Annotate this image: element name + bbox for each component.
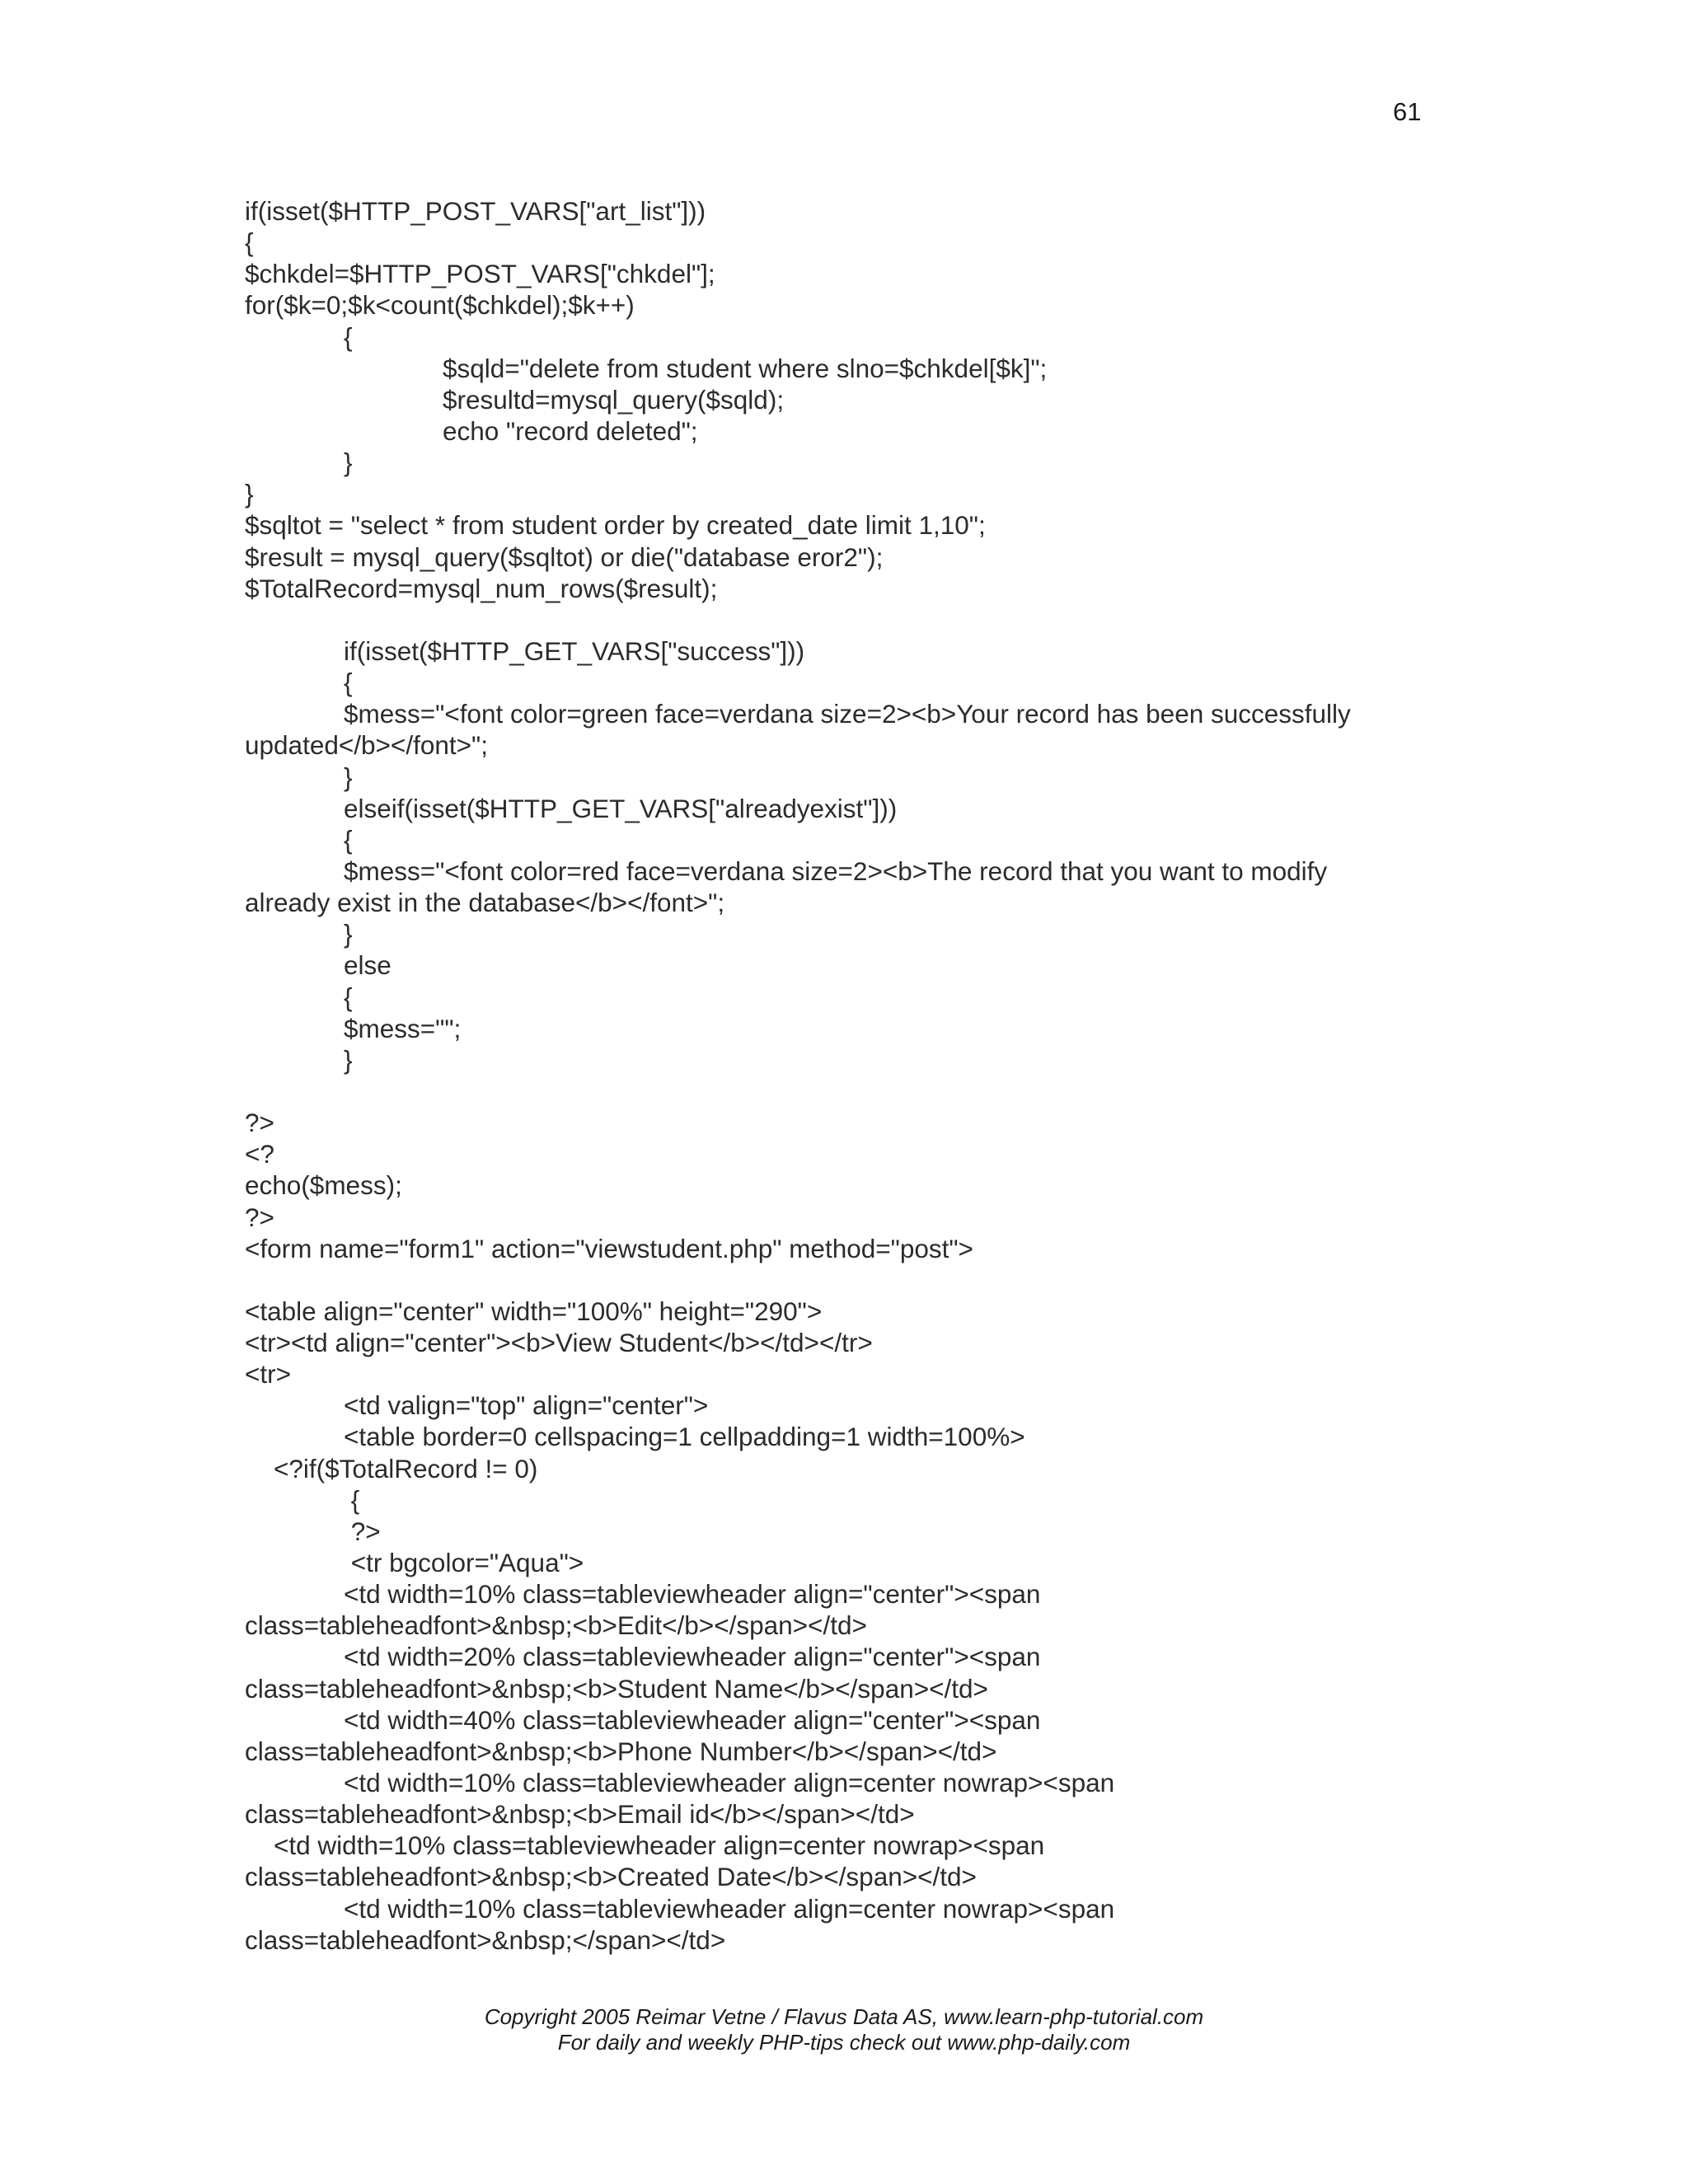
code-line: if(isset($HTTP_GET_VARS["success"])) <box>344 635 805 666</box>
code-line: ?> <box>245 1108 274 1138</box>
code-line: $chkdel=$HTTP_POST_VARS["chkdel"]; <box>245 259 715 289</box>
code-line <box>245 1076 1448 1107</box>
code-line: } <box>245 479 254 509</box>
code-line: <tr><td align="center"><b>View Student</b></td></tr> <box>245 1328 873 1358</box>
page-number: 61 <box>1393 97 1422 126</box>
code-line: $resultd=mysql_query($sqld); <box>443 384 785 415</box>
code-line: if(isset($HTTP_POST_VARS["art_list"])) <box>245 196 706 226</box>
code-line: { <box>344 982 353 1012</box>
code-line: $sqltot = "select * from student order by created_date limit 1,10"; <box>245 510 986 541</box>
code-line: class=tableheadfont>&nbsp;<b>Created Date</b></span></td> <box>245 1862 977 1892</box>
code-line: <td width=10% class=tableviewheader align=center nowrap><span <box>245 1830 1045 1861</box>
code-line: echo "record deleted"; <box>443 415 698 446</box>
code-line <box>245 604 1448 635</box>
code-line: $mess="<font color=green face=verdana size=2><b>Your record has been successfully <box>344 699 1351 729</box>
code-line: for($k=0;$k<count($chkdel);$k++) <box>245 290 635 321</box>
code-line: } <box>344 919 353 949</box>
code-line: $mess=""; <box>344 1013 462 1043</box>
code-line: ?> <box>245 1202 274 1232</box>
code-line: { <box>245 227 254 258</box>
footer-tips: For daily and weekly PHP-tips check out www.php-daily.com <box>557 2030 1131 2055</box>
code-line: ?> <box>344 1516 381 1546</box>
page-footer <box>0 2004 1688 2055</box>
code-line <box>245 1264 1448 1296</box>
code-line: } <box>344 448 353 478</box>
code-line: } <box>344 762 353 792</box>
code-line: class=tableheadfont>&nbsp;<b>Student Name</b></span></td> <box>245 1673 988 1704</box>
code-line: $TotalRecord=mysql_num_rows($result); <box>245 573 718 603</box>
code-line: <tr> <box>245 1359 292 1390</box>
code-line: <table align="center" width="100%" height="290"> <box>245 1296 823 1326</box>
code-line: class=tableheadfont>&nbsp;<b>Edit</b></span></td> <box>245 1610 867 1641</box>
code-line: { <box>344 824 353 855</box>
code-line: <form name="form1" action="viewstudent.php" method="post"> <box>245 1233 973 1263</box>
code-line: <td width=10% class=tableviewheader align=center nowrap><span <box>344 1768 1115 1798</box>
code-line: <? <box>245 1139 274 1169</box>
code-line: <tr bgcolor="Aqua"> <box>344 1548 584 1578</box>
code-line: elseif(isset($HTTP_GET_VARS["alreadyexist"])) <box>344 793 898 823</box>
code-line: <table border=0 cellspacing=1 cellpadding=1 width=100%> <box>344 1422 1025 1452</box>
code-line: $result = mysql_query($sqltot) or die("database eror2"); <box>245 541 884 572</box>
code-line: $mess="<font color=red face=verdana size=2><b>The record that you want to modify <box>344 855 1328 886</box>
code-line: { <box>344 668 353 698</box>
code-line: class=tableheadfont>&nbsp;</span></td> <box>245 1924 726 1955</box>
code-line: class=tableheadfont>&nbsp;<b>Phone Number</b></span></td> <box>245 1736 997 1766</box>
code-line: <td width=20% class=tableviewheader align="center"><span <box>344 1642 1041 1672</box>
code-line: else <box>344 950 392 981</box>
code-line: class=tableheadfont>&nbsp;<b>Email id</b></span></td> <box>245 1799 915 1830</box>
code-line: <td width=10% class=tableviewheader align=center nowrap><span <box>344 1893 1115 1924</box>
code-line: { <box>344 1484 360 1515</box>
code-line: $sqld="delete from student where slno=$chkdel[$k]"; <box>443 353 1048 383</box>
code-line: } <box>344 1044 353 1075</box>
code-line: already exist in the database</b></font>"; <box>245 888 725 918</box>
code-line: updated</b></font>"; <box>245 730 488 761</box>
footer-copyright: Copyright 2005 Reimar Vetne / Flavus Data AS, www.learn-php-tutorial.com <box>484 2004 1204 2029</box>
code-line: <td width=40% class=tableviewheader align="center"><span <box>344 1704 1041 1735</box>
code-line: <?if($TotalRecord != 0) <box>245 1453 538 1483</box>
code-line: <td width=10% class=tableviewheader align="center"><span <box>344 1579 1041 1610</box>
code-line: <td valign="top" align="center"> <box>344 1390 709 1421</box>
code-line: { <box>344 321 353 352</box>
code-listing <box>245 195 1448 1956</box>
code-line: echo($mess); <box>245 1170 402 1201</box>
